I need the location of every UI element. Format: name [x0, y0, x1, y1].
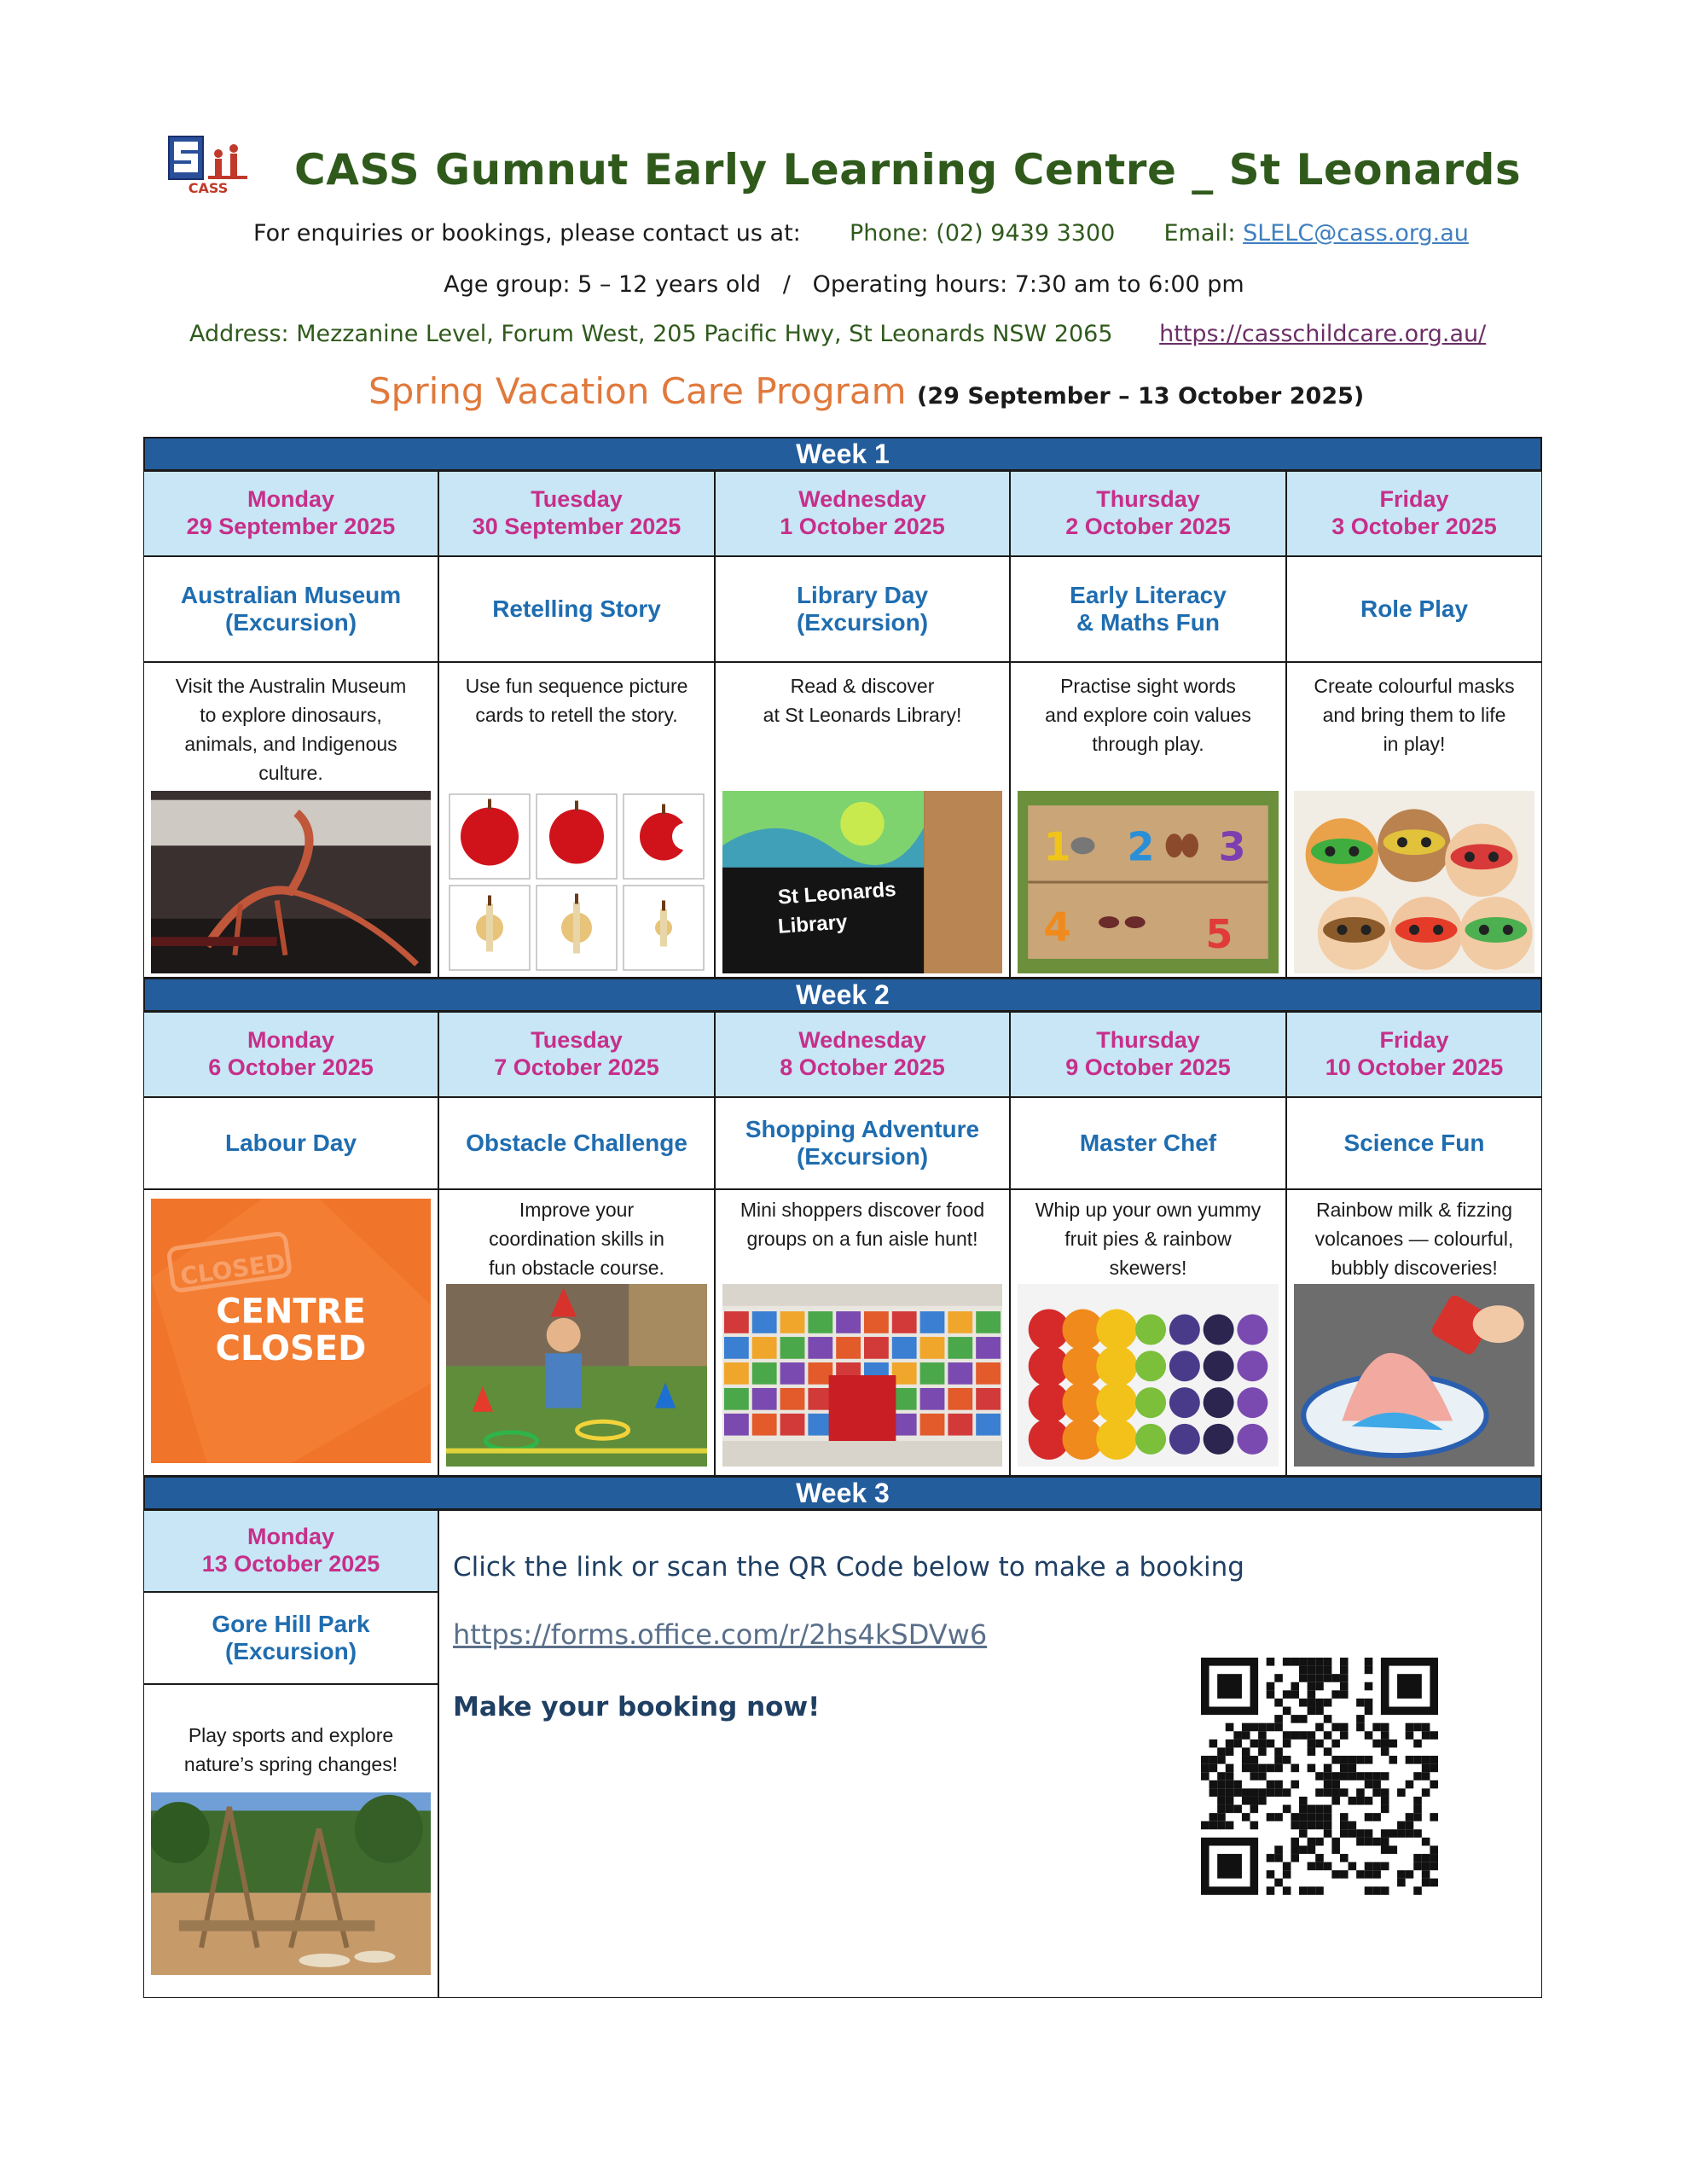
park-playground-photo	[151, 1792, 431, 1975]
library-sign-icon	[722, 791, 1002, 973]
activity-title: Obstacle Challenge	[466, 1129, 687, 1156]
activity-title: Australian Museum	[180, 581, 402, 608]
week-bar-3: Week 3	[143, 1476, 1542, 1510]
program-table	[143, 437, 1542, 1998]
description-line: cards to retell the story.	[475, 704, 678, 727]
svg-text:5: 5	[1205, 911, 1233, 958]
contact-prefix: For enquiries or bookings, please contact us at:	[253, 220, 801, 247]
apple-sequence-photo	[446, 791, 707, 973]
obstacle-course-photo	[446, 1284, 707, 1467]
week3-monday-activity	[143, 1592, 438, 1684]
week-bar-2: Week 2	[143, 978, 1542, 1012]
description-text	[151, 1721, 431, 1779]
activity-title: (Excursion)	[224, 1638, 357, 1664]
week2-friday-header	[1286, 1012, 1542, 1097]
qr-code-icon[interactable]	[1201, 1658, 1438, 1895]
svg-text:CLOSED: CLOSED	[215, 1329, 367, 1369]
week1-thursday-header	[1010, 471, 1286, 556]
program-heading	[368, 370, 1364, 412]
description-line: Practise sight words	[1060, 675, 1236, 697]
park-playground-icon	[151, 1792, 431, 1975]
week1-monday-activity	[143, 556, 438, 662]
age-hours-line: Age group: 5 – 12 years old / Operating hours: 7:30 am to 6:00 pm	[444, 271, 1244, 298]
day-date: 29 September 2025	[186, 514, 396, 539]
description-text	[1018, 671, 1279, 758]
dinosaur-skeleton-icon	[151, 791, 431, 973]
kids-masks-icon	[1294, 791, 1534, 973]
week2-thursday-header	[1010, 1012, 1286, 1097]
week1-thursday-description	[1010, 662, 1286, 978]
day-name: Tuesday	[531, 486, 623, 513]
description-line: volcanoes — colourful,	[1314, 1228, 1514, 1251]
description-line: Use fun sequence picture	[465, 675, 688, 697]
number-counting-photo	[1018, 791, 1279, 973]
description-line: Visit the Australin Museum	[175, 675, 407, 697]
day-date: 30 September 2025	[472, 514, 682, 539]
week2-wednesday-activity	[715, 1097, 1010, 1189]
description-line: at St Leonards Library!	[763, 704, 962, 727]
day-name: Thursday	[1096, 486, 1200, 513]
supermarket-aisle-icon	[722, 1284, 1002, 1467]
day-name: Wednesday	[798, 486, 926, 513]
svg-text:CLOSED: CLOSED	[178, 1248, 287, 1291]
activity-title: Library Day	[796, 581, 929, 608]
description-line: in play!	[1383, 733, 1446, 756]
centre-title: CASS Gumnut Early Learning Centre _ St Leonards	[294, 145, 1522, 195]
cass-logo	[167, 135, 249, 196]
rainbow-fruit-photo	[1018, 1284, 1279, 1467]
day-date: 7 October 2025	[494, 1054, 659, 1080]
week1-tuesday-description	[438, 662, 715, 978]
description-line: Play sports and explore	[188, 1724, 394, 1746]
svg-text:CENTRE: CENTRE	[216, 1292, 366, 1332]
week1-friday-activity	[1286, 556, 1542, 662]
activity-title: Labour Day	[224, 1129, 357, 1156]
rainbow-fruit-icon	[1018, 1284, 1279, 1467]
week1-wednesday-header	[715, 471, 1010, 556]
fizzing-volcano-icon	[1294, 1284, 1534, 1467]
description-line: culture.	[258, 762, 323, 785]
description-line: fruit pies & rainbow	[1064, 1228, 1232, 1251]
activity-title: & Maths Fun	[1076, 609, 1220, 636]
dinosaur-skeleton-photo	[151, 791, 431, 973]
day-date: 8 October 2025	[780, 1054, 945, 1080]
week2-wednesday-description	[715, 1189, 1010, 1476]
week2-friday-description	[1286, 1189, 1542, 1476]
description-line: groups on a fun aisle hunt!	[746, 1228, 978, 1251]
week2-wednesday-header	[715, 1012, 1010, 1097]
week1-tuesday-header	[438, 471, 715, 556]
description-line: Read & discover	[790, 675, 935, 697]
week-bar-1: Week 1	[143, 437, 1542, 471]
activity-title: Gore Hill Park	[212, 1610, 370, 1637]
email-link[interactable]: SLELC@cass.org.au	[1243, 220, 1469, 247]
week2-thursday-activity	[1010, 1097, 1286, 1189]
program-dates: (29 September – 13 October 2025)	[917, 383, 1365, 410]
booking-link[interactable]: https://forms.office.com/r/2hs4kSDVw6	[453, 1618, 988, 1651]
booking-panel	[438, 1510, 1542, 1998]
number-counting-icon	[1018, 791, 1279, 973]
kids-masks-photo	[1294, 791, 1534, 973]
day-name: Monday	[247, 1027, 334, 1054]
day-date: 6 October 2025	[208, 1054, 374, 1080]
description-line: and bring them to life	[1322, 704, 1506, 727]
address-line	[189, 321, 1486, 347]
day-name: Wednesday	[798, 1027, 926, 1054]
svg-text:1: 1	[1043, 823, 1071, 870]
address-text: Address: Mezzanine Level, Forum West, 205 Pacific Hwy, St Leonards NSW 2065	[189, 321, 1113, 347]
day-date: 9 October 2025	[1065, 1054, 1231, 1080]
day-name: Monday	[247, 486, 334, 513]
activity-title: Science Fun	[1343, 1129, 1485, 1156]
day-name: Monday	[247, 1524, 334, 1550]
activity-title: Master Chef	[1079, 1129, 1217, 1156]
day-date: 13 October 2025	[201, 1551, 380, 1577]
description-line: Mini shoppers discover food	[740, 1199, 985, 1221]
phone-number[interactable]: Phone: (02) 9439 3300	[849, 220, 1116, 247]
description-line: Whip up your own yummy	[1035, 1199, 1262, 1221]
apple-sequence-icon	[446, 791, 707, 973]
centre-closed-icon	[151, 1199, 431, 1463]
library-sign-photo	[722, 791, 1002, 973]
description-line: nature’s spring changes!	[183, 1753, 398, 1776]
day-date: 3 October 2025	[1331, 514, 1497, 539]
description-text	[151, 671, 431, 787]
svg-text:3: 3	[1218, 823, 1246, 870]
centre-closed-photo	[151, 1199, 431, 1463]
description-text	[1018, 1195, 1279, 1282]
svg-text:Library: Library	[777, 910, 849, 938]
description-text	[1294, 671, 1534, 758]
description-line: through play.	[1092, 733, 1204, 756]
description-text	[446, 671, 707, 729]
description-line: animals, and Indigenous	[184, 733, 397, 756]
fizzing-volcano-photo	[1294, 1284, 1534, 1467]
program-title: Spring Vacation Care Program	[368, 370, 907, 412]
activity-title: (Excursion)	[796, 1143, 929, 1170]
activity-title: Early Literacy	[1070, 581, 1227, 608]
day-date: 2 October 2025	[1065, 514, 1231, 539]
week3-monday-description	[143, 1684, 438, 1998]
supermarket-aisle-photo	[722, 1284, 1002, 1467]
description-line: Create colourful masks	[1314, 675, 1515, 697]
svg-text:St Leonards: St Leonards	[777, 878, 897, 909]
description-text	[722, 1195, 1002, 1253]
week2-friday-activity	[1286, 1097, 1542, 1189]
week1-tuesday-activity	[438, 556, 715, 662]
week1-monday-header	[143, 471, 438, 556]
description-line: and explore coin values	[1045, 704, 1251, 727]
activity-title: Retelling Story	[492, 595, 661, 622]
booking-instruction: Click the link or scan the QR Code below to make a booking	[453, 1552, 1244, 1583]
description-text	[1294, 1195, 1534, 1282]
description-line: to explore dinosaurs,	[200, 704, 382, 727]
week2-monday-header	[143, 1012, 438, 1097]
week1-thursday-activity	[1010, 556, 1286, 662]
day-name: Tuesday	[531, 1027, 623, 1054]
description-line: skewers!	[1109, 1257, 1187, 1280]
week2-tuesday-header	[438, 1012, 715, 1097]
activity-title: Role Play	[1360, 595, 1469, 622]
website-link[interactable]: https://casschildcare.org.au/	[1159, 321, 1487, 347]
day-name: Thursday	[1096, 1027, 1200, 1054]
description-text	[722, 671, 1002, 729]
week2-tuesday-activity	[438, 1097, 715, 1189]
day-date: 10 October 2025	[1325, 1054, 1504, 1080]
week2-tuesday-description	[438, 1189, 715, 1476]
day-date: 1 October 2025	[780, 514, 945, 539]
description-line: coordination skills in	[489, 1228, 664, 1251]
booking-cta: Make your booking now!	[453, 1692, 821, 1722]
activity-title: Shopping Adventure	[745, 1115, 980, 1142]
activity-title: (Excursion)	[796, 609, 929, 636]
contact-line	[253, 220, 1469, 247]
week2-thursday-description	[1010, 1189, 1286, 1476]
week1-monday-description	[143, 662, 438, 978]
description-text	[446, 1195, 707, 1282]
description-line: Rainbow milk & fizzing	[1315, 1199, 1513, 1221]
description-line: bubbly discoveries!	[1331, 1257, 1498, 1280]
week1-wednesday-description	[715, 662, 1010, 978]
description-line: fun obstacle course.	[489, 1257, 664, 1280]
day-name: Friday	[1379, 1027, 1449, 1054]
svg-text:4: 4	[1043, 903, 1071, 950]
week2-monday-description	[143, 1189, 438, 1476]
email-label: Email:	[1163, 220, 1236, 247]
day-name: Friday	[1379, 486, 1449, 513]
description-line: Improve your	[519, 1199, 635, 1221]
svg-text:2: 2	[1127, 823, 1155, 870]
week1-wednesday-activity	[715, 556, 1010, 662]
obstacle-course-icon	[446, 1284, 707, 1467]
week1-friday-description	[1286, 662, 1542, 978]
logo-text: CASS	[188, 180, 229, 196]
activity-title: (Excursion)	[224, 609, 357, 636]
week3-monday-header	[143, 1510, 438, 1592]
week2-monday-activity	[143, 1097, 438, 1189]
week1-friday-header	[1286, 471, 1542, 556]
